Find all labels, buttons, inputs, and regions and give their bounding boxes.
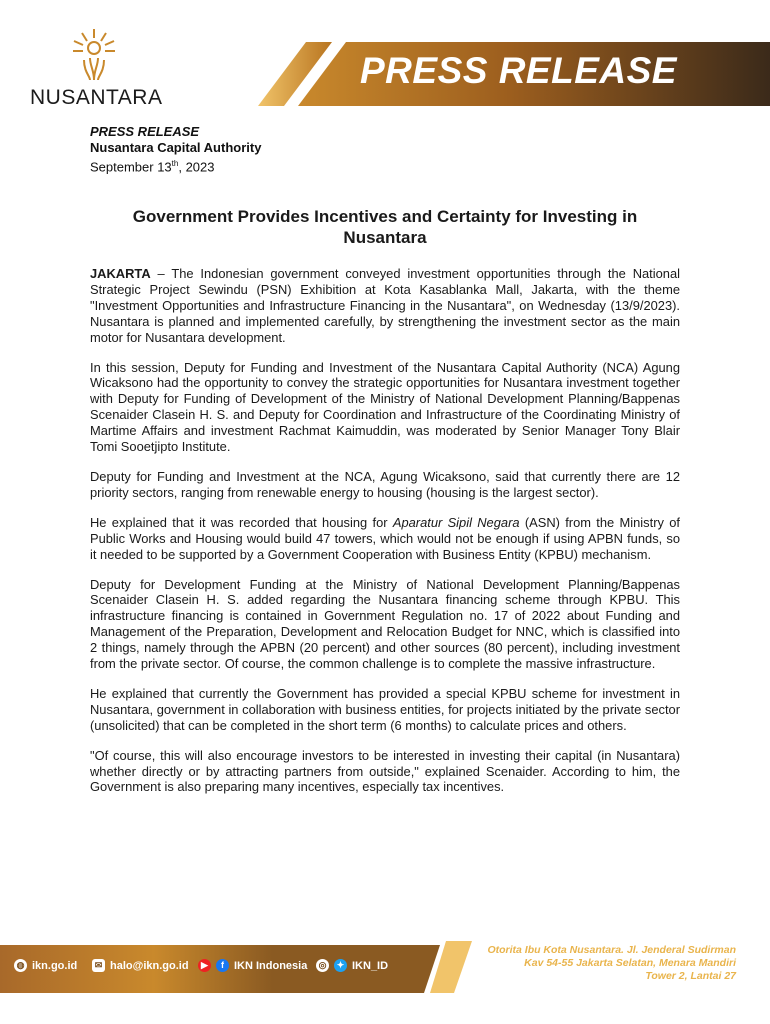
article-body	[90, 266, 680, 809]
press-release-banner	[240, 42, 770, 106]
paragraph-6: He explained that currently the Government has provided a special KPBU scheme for investment in Nusantara, government in collaboration with business entities, for projects initiated by the private sector (unsolicited) that can be completed in the short term (6 months) to calculate prices and others.	[90, 685, 680, 733]
office-address: Otorita Ibu Kota Nusantara. Jl. Jenderal Sudirman Kav 54-55 Jakarta Selatan, Menara Mandiri Tower 2, Lantai 27	[487, 944, 736, 982]
facebook-icon: f	[216, 959, 229, 972]
footer-bar	[0, 941, 770, 993]
release-date: September 13th, 2023	[90, 159, 215, 175]
paragraph-3: Deputy for Funding and Investment at the NCA, Agung Wicaksono, said that currently there are 12 priority sectors, ranging from renewable energy to housing (housing is the largest sector).	[90, 468, 680, 500]
release-label: PRESS RELEASE	[90, 124, 200, 139]
paragraph-7: "Of course, this will also encourage investors to be interested in investing their capital (in Nusantara) whether directly or by attracting partners from outside," explained Scenaider. According to him, the Government is also preparing many incentives, especially tax incentives.	[90, 747, 680, 795]
paragraph-2: In this session, Deputy for Funding and Investment of the Nusantara Capital Authority (NCA) Agung Wicaksono had the opportunity to convey the strategic opportunities for Nusantara investment together with Deputy for Funding of Development of the Ministry of National Development Planning/Bappenas Scenaider Clasein H. S. and Deputy for Coordination and Infrastructure of the Coordinating Ministry of Martime Affairs and investment Rachmat Kaimuddin, was moderated by Senior Manager Tony Blair Tomi Sooetjipto Institute.	[90, 359, 680, 455]
footer-social-ikn-id[interactable]: ◎ ✦ IKN_ID	[316, 959, 388, 972]
footer-website[interactable]: ◍ ikn.go.id	[14, 959, 77, 972]
dateline: JAKARTA	[90, 266, 151, 281]
paragraph-1: JAKARTA – The Indonesian government conveyed investment opportunities through the National Strategic Project Sewindu (PSN) Exhibition at Kota Kasablanka Mall, Jakarta, with the theme "Investment Opportunities and Infrastructure Financing in the Nusantara", on Wednesday (13/9/2023). Nusantara is planned and implemented carefully, by strengthening the investment sector as the main motor for Nusantara development.	[90, 266, 680, 345]
instagram-icon: ◎	[316, 959, 329, 972]
release-meta	[90, 124, 261, 175]
article-title: Government Provides Incentives and Certainty for Investing in Nusantara	[132, 207, 638, 247]
nusantara-emblem-icon	[68, 26, 120, 82]
banner-title: PRESS RELEASE	[360, 50, 677, 91]
mail-icon: ✉	[92, 959, 105, 972]
footer-social-ikn-indonesia[interactable]: ▶ f IKN Indonesia	[198, 959, 307, 972]
footer-email[interactable]: ✉ halo@ikn.go.id	[92, 959, 189, 972]
logo-wordmark: NUSANTARA	[30, 86, 163, 109]
paragraph-4: He explained that it was recorded that housing for Aparatur Sipil Negara (ASN) from the Ministry of Public Works and Housing would build 47 towers, which would not be enough if using APBN funds, so it needed to be supported by a Government Cooperation with Business Entity (KPBU) mechanism.	[90, 514, 680, 562]
globe-icon: ◍	[14, 959, 27, 972]
nusantara-logo	[28, 26, 163, 110]
paragraph-5: Deputy for Development Funding at the Ministry of National Development Planning/Bappenas Scenaider Clasein H. S. added regarding the Nusantara financing scheme through KPBU. This infrastructure financing is contained in Government Regulation no. 17 of 2022 about Funding and Management of the Preparation, Development and Relocation Budget for NNC, which is classified into 2 things, namely through the APBN (20 percent) and other sources (80 percent), including investment from the private sector. Of course, the common challenge is to complete the massive infrastructure.	[90, 576, 680, 672]
twitter-icon: ✦	[334, 959, 347, 972]
youtube-icon: ▶	[198, 959, 211, 972]
release-org: Nusantara Capital Authority	[90, 140, 262, 155]
